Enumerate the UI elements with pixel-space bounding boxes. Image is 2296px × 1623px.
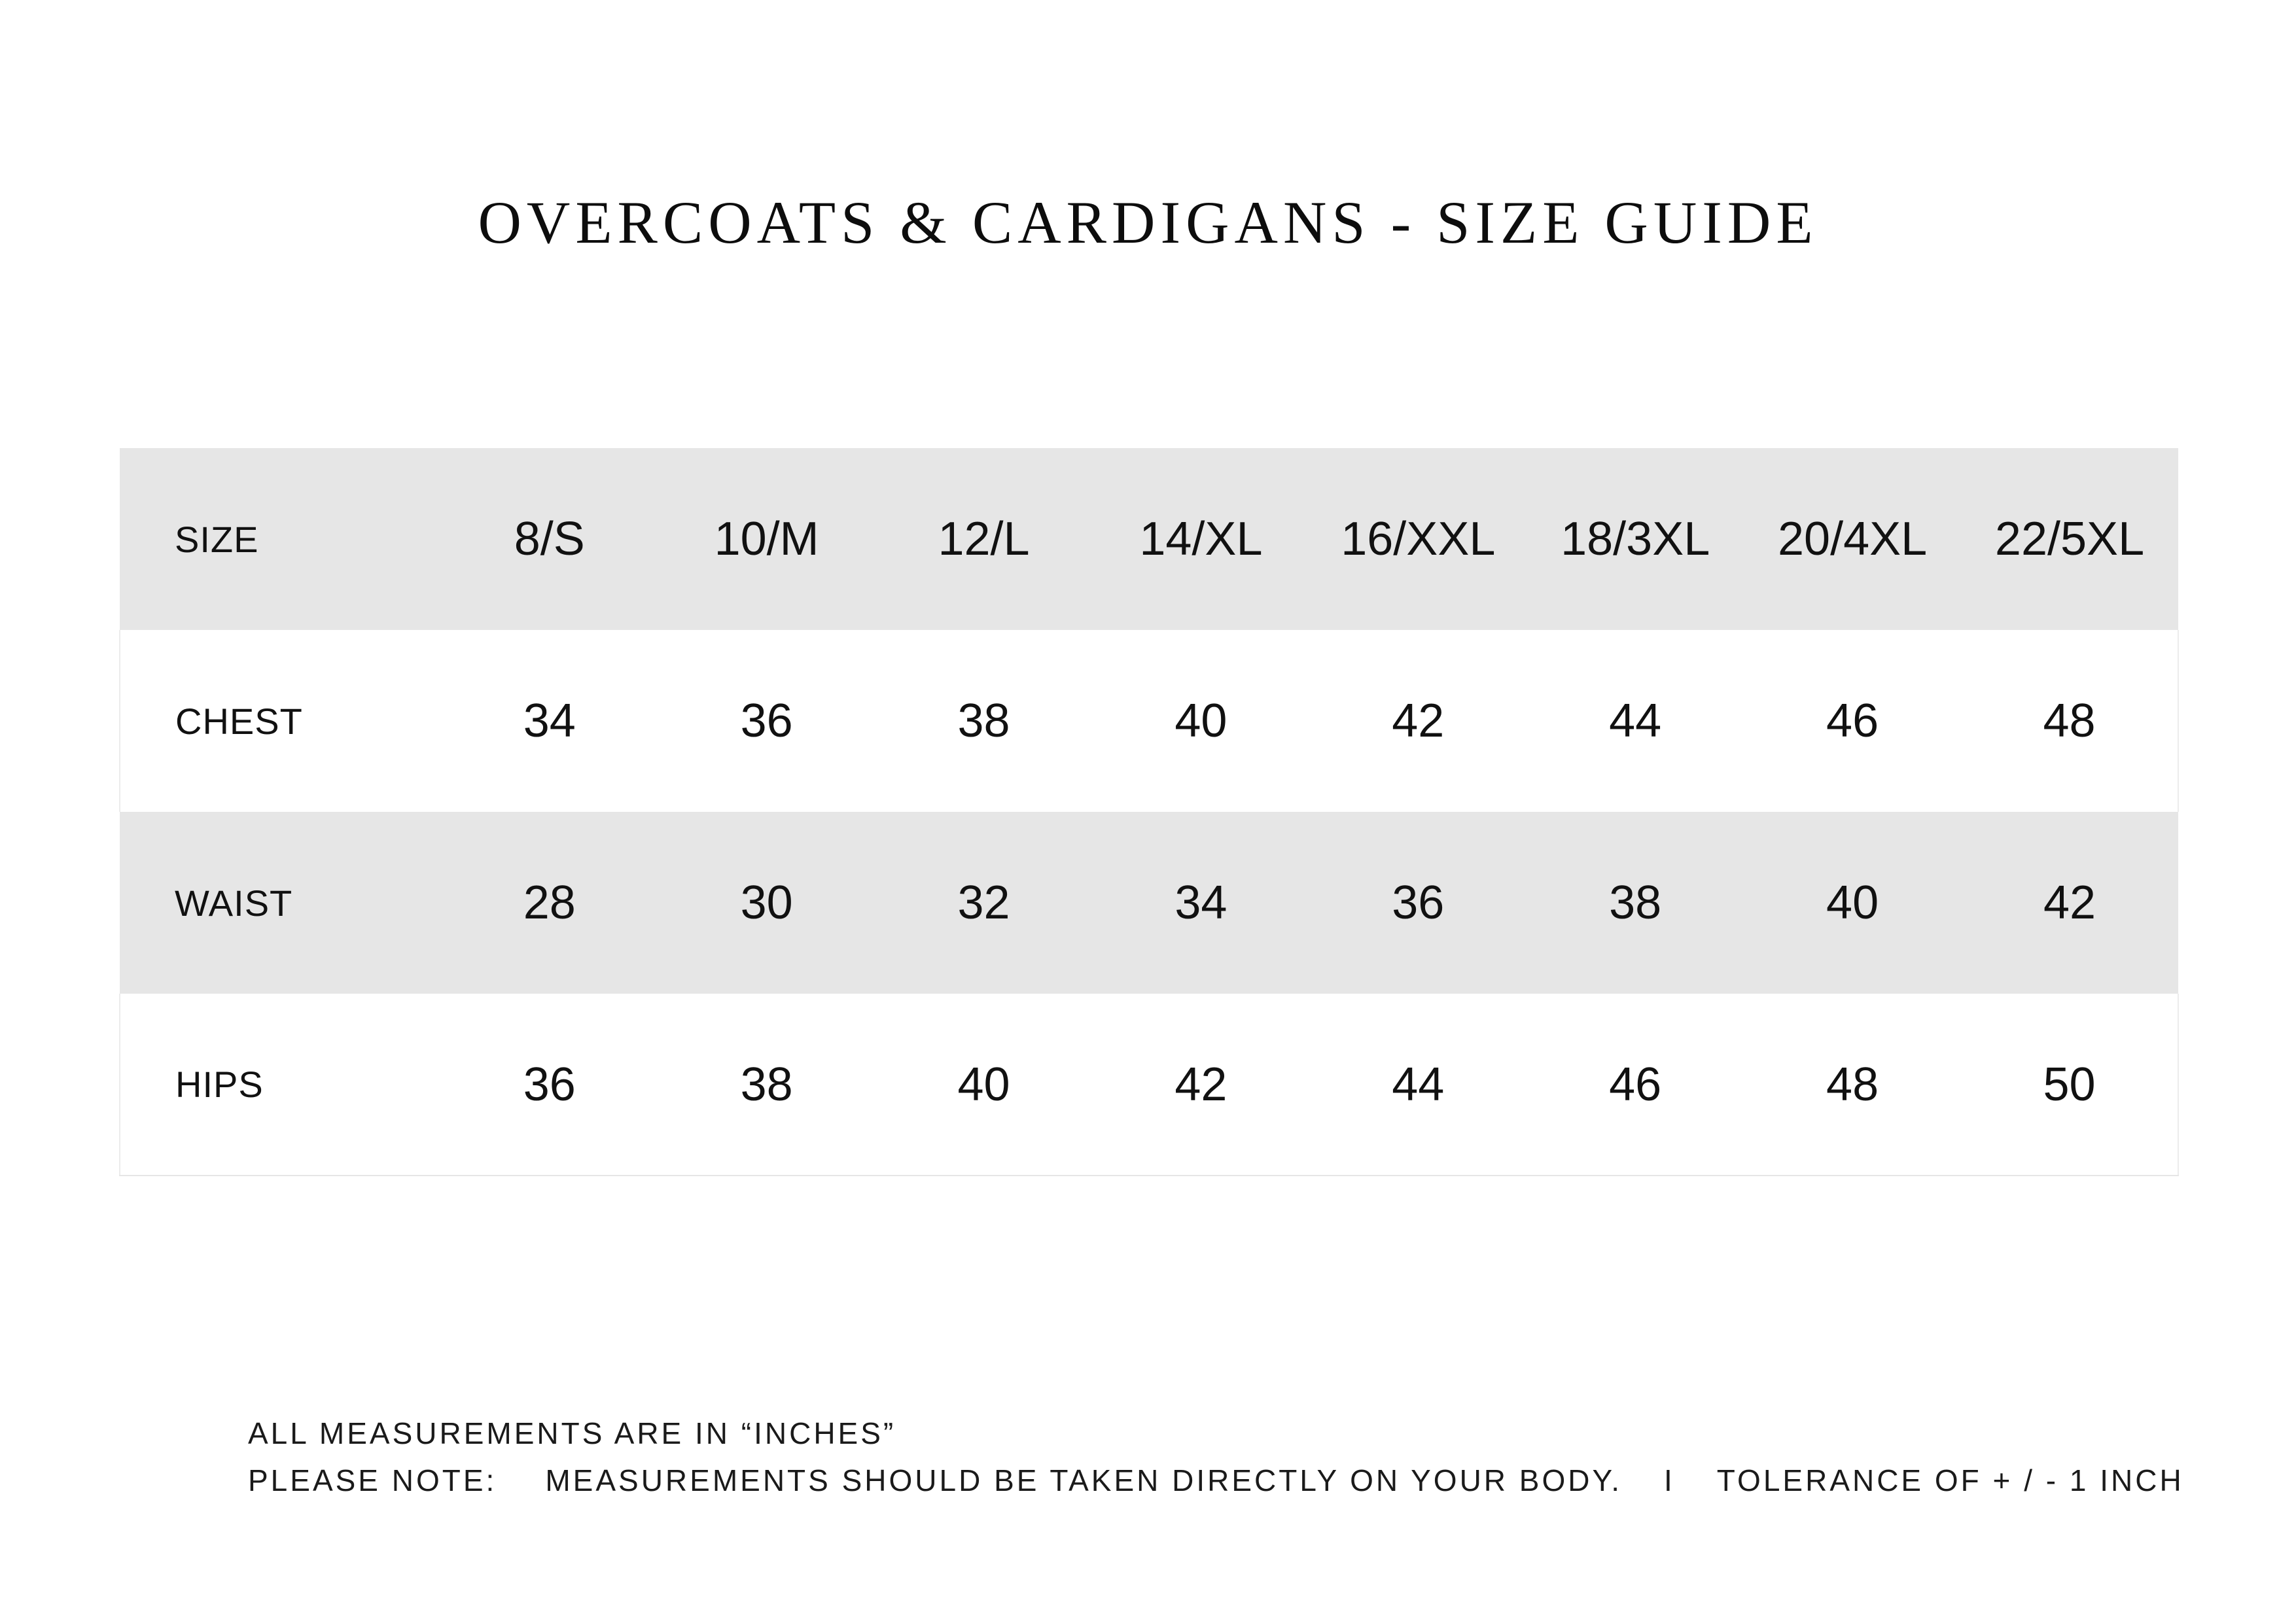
measurement-note: [248, 1457, 2184, 1504]
table-cell: 40: [1092, 630, 1309, 812]
please-note-label: PLEASE NOTE:: [248, 1463, 497, 1497]
tolerance-text: TOLERANCE OF + / - 1 INCH: [1716, 1463, 2184, 1497]
table-row-chest: [120, 630, 2178, 812]
size-header-cell: 18/3XL: [1527, 448, 1744, 630]
separator-mark: I: [1664, 1463, 1675, 1497]
table-cell: 38: [875, 630, 1093, 812]
table-cell: 44: [1527, 630, 1744, 812]
table-cell: 36: [658, 630, 875, 812]
table-cell: 30: [658, 812, 875, 994]
table-cell: 34: [441, 630, 658, 812]
table-cell: 32: [875, 812, 1093, 994]
size-header-cell: 22/5XL: [1961, 448, 2178, 630]
table-cell: 36: [1309, 812, 1527, 994]
page-title: OVERCOATS & CARDIGANS - SIZE GUIDE: [478, 189, 1818, 256]
size-header-cell: 10/M: [658, 448, 875, 630]
table-cell: 42: [1092, 994, 1309, 1176]
table-cell: 48: [1961, 630, 2178, 812]
table-cell: 38: [1527, 812, 1744, 994]
size-guide-table: [119, 448, 2179, 1176]
table-cell: 42: [1961, 812, 2178, 994]
size-row-label: SIZE: [120, 448, 441, 630]
size-header-cell: 20/4XL: [1744, 448, 1961, 630]
table-row-hips: [120, 994, 2178, 1176]
table-cell: 46: [1527, 994, 1744, 1176]
table-cell: 50: [1961, 994, 2178, 1176]
table-cell: 36: [441, 994, 658, 1176]
table-cell: 46: [1744, 630, 1961, 812]
table-cell: 40: [875, 994, 1093, 1176]
table-row-waist: [120, 812, 2178, 994]
footnotes: [248, 1410, 2184, 1504]
hips-row-label: HIPS: [120, 994, 441, 1176]
table-cell: 40: [1744, 812, 1961, 994]
table-cell: 48: [1744, 994, 1961, 1176]
size-header-cell: 14/XL: [1092, 448, 1309, 630]
size-header-cell: 16/XXL: [1309, 448, 1527, 630]
size-header-cell: 8/S: [441, 448, 658, 630]
size-header-cell: 12/L: [875, 448, 1093, 630]
chest-row-label: CHEST: [120, 630, 441, 812]
table-header-row: [120, 448, 2178, 630]
table-cell: 34: [1092, 812, 1309, 994]
waist-row-label: WAIST: [120, 812, 441, 994]
instruction-text: MEASUREMENTS SHOULD BE TAKEN DIRECTLY ON YOUR BODY.: [545, 1463, 1622, 1497]
table-cell: 44: [1309, 994, 1527, 1176]
table-cell: 28: [441, 812, 658, 994]
table-cell: 42: [1309, 630, 1527, 812]
units-note: ALL MEASUREMENTS ARE IN “INCHES”: [248, 1416, 896, 1450]
table-cell: 38: [658, 994, 875, 1176]
